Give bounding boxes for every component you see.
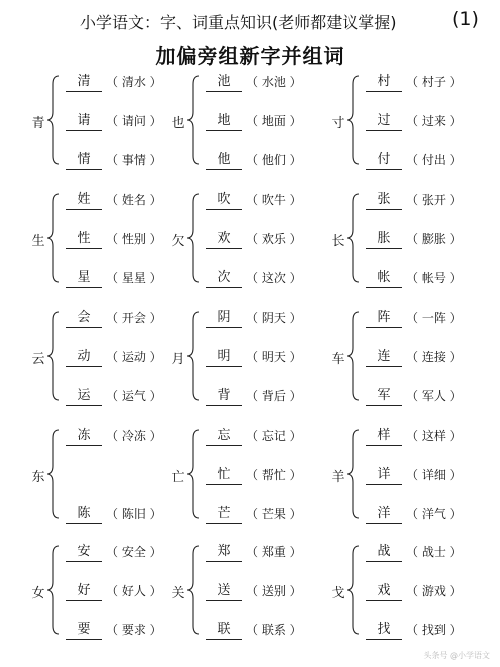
example-word: （ 吹牛 ） xyxy=(246,193,302,207)
example-word: （ 姓名 ） xyxy=(106,193,162,207)
example-word: （ 陈旧 ） xyxy=(106,507,162,521)
example-word: （ 水池 ） xyxy=(246,75,302,89)
new-character: 地 xyxy=(206,113,242,131)
radical-group xyxy=(30,424,190,524)
new-character: 好 xyxy=(66,583,102,601)
new-character: 洋 xyxy=(366,506,402,524)
curly-brace-icon xyxy=(344,70,362,170)
example-word: （ 张开 ） xyxy=(406,193,462,207)
new-character: 军 xyxy=(366,388,402,406)
new-character: 联 xyxy=(206,622,242,640)
example-word: （ 郑重 ） xyxy=(246,545,302,559)
new-character: 姓 xyxy=(66,192,102,210)
example-word: （ 军人 ） xyxy=(406,389,462,403)
page-number: (1) xyxy=(452,8,479,30)
radical-group xyxy=(30,188,190,288)
example-word: （ 联系 ） xyxy=(246,623,302,637)
example-word: （ 帮忙 ） xyxy=(246,468,302,482)
new-character: 情 xyxy=(66,152,102,170)
new-character: 帐 xyxy=(366,270,402,288)
new-character: 背 xyxy=(206,388,242,406)
example-word: （ 连接 ） xyxy=(406,350,462,364)
new-character: 胀 xyxy=(366,231,402,249)
root-character: 关 xyxy=(171,586,185,601)
curly-brace-icon xyxy=(184,306,202,406)
root-character: 月 xyxy=(171,352,185,367)
new-character: 欢 xyxy=(206,231,242,249)
example-word: （ 地面 ） xyxy=(246,114,302,128)
radical-group xyxy=(330,306,490,406)
curly-brace-icon xyxy=(344,306,362,406)
example-word: （ 清水 ） xyxy=(106,75,162,89)
curly-brace-icon xyxy=(44,424,62,524)
example-word: （ 详细 ） xyxy=(406,468,462,482)
new-character: 忘 xyxy=(206,428,242,446)
example-word: （ 村子 ） xyxy=(406,75,462,89)
example-word: （ 背后 ） xyxy=(246,389,302,403)
example-word: （ 送别 ） xyxy=(246,584,302,598)
new-character: 次 xyxy=(206,270,242,288)
radical-group xyxy=(330,424,490,524)
example-word: （ 性别 ） xyxy=(106,232,162,246)
root-character: 戈 xyxy=(331,586,345,601)
new-character: 张 xyxy=(366,192,402,210)
example-word: （ 洋气 ） xyxy=(406,507,462,521)
new-character: 性 xyxy=(66,231,102,249)
example-word: （ 冷冻 ） xyxy=(106,429,162,443)
example-word: （ 请问 ） xyxy=(106,114,162,128)
example-word: （ 过来 ） xyxy=(406,114,462,128)
new-character: 冻 xyxy=(66,428,102,446)
curly-brace-icon xyxy=(44,540,62,640)
example-word: （ 这次 ） xyxy=(246,271,302,285)
radical-group xyxy=(30,70,190,170)
example-word: （ 要求 ） xyxy=(106,623,162,637)
page-header xyxy=(0,10,500,36)
example-word: （ 芒果 ） xyxy=(246,507,302,521)
example-word: （ 欢乐 ） xyxy=(246,232,302,246)
curly-brace-icon xyxy=(44,188,62,288)
example-word: （ 一阵 ） xyxy=(406,311,462,325)
example-word: （ 运动 ） xyxy=(106,350,162,364)
root-character: 寸 xyxy=(331,116,345,131)
new-character: 要 xyxy=(66,622,102,640)
radical-group xyxy=(170,188,330,288)
curly-brace-icon xyxy=(184,424,202,524)
example-word: （ 战士 ） xyxy=(406,545,462,559)
new-character: 忙 xyxy=(206,467,242,485)
new-character: 详 xyxy=(366,467,402,485)
curly-brace-icon xyxy=(344,424,362,524)
curly-brace-icon xyxy=(44,70,62,170)
new-character: 戏 xyxy=(366,583,402,601)
new-character: 郑 xyxy=(206,544,242,562)
new-character: 村 xyxy=(366,74,402,92)
example-word: （ 好人 ） xyxy=(106,584,162,598)
root-character: 云 xyxy=(31,352,45,367)
new-character: 安 xyxy=(66,544,102,562)
new-character: 过 xyxy=(366,113,402,131)
example-word: （ 游戏 ） xyxy=(406,584,462,598)
root-character: 羊 xyxy=(331,470,345,485)
new-character: 吹 xyxy=(206,192,242,210)
example-word: （ 星星 ） xyxy=(106,271,162,285)
new-character: 阵 xyxy=(366,310,402,328)
radical-group xyxy=(330,540,490,640)
example-word: （ 运气 ） xyxy=(106,389,162,403)
radical-group xyxy=(170,424,330,524)
new-character: 付 xyxy=(366,152,402,170)
example-word: （ 帐号 ） xyxy=(406,271,462,285)
curly-brace-icon xyxy=(344,188,362,288)
curly-brace-icon xyxy=(184,70,202,170)
new-character: 请 xyxy=(66,113,102,131)
radical-group xyxy=(170,540,330,640)
example-word: （ 明天 ） xyxy=(246,350,302,364)
radical-group xyxy=(330,188,490,288)
new-character: 阴 xyxy=(206,310,242,328)
radical-group xyxy=(30,540,190,640)
example-word: （ 膨胀 ） xyxy=(406,232,462,246)
radical-group xyxy=(30,306,190,406)
example-word: （ 安全 ） xyxy=(106,545,162,559)
root-character: 长 xyxy=(331,234,345,249)
new-character: 找 xyxy=(366,622,402,640)
new-character: 星 xyxy=(66,270,102,288)
new-character: 运 xyxy=(66,388,102,406)
curly-brace-icon xyxy=(184,188,202,288)
new-character: 池 xyxy=(206,74,242,92)
example-word: （ 找到 ） xyxy=(406,623,462,637)
new-character: 送 xyxy=(206,583,242,601)
new-character: 动 xyxy=(66,349,102,367)
new-character: 芒 xyxy=(206,506,242,524)
curly-brace-icon xyxy=(44,306,62,406)
example-word: （ 忘记 ） xyxy=(246,429,302,443)
example-word: （ 阴天 ） xyxy=(246,311,302,325)
radical-group xyxy=(170,306,330,406)
root-character: 青 xyxy=(31,116,45,131)
root-character: 车 xyxy=(331,352,345,367)
curly-brace-icon xyxy=(344,540,362,640)
example-word: （ 开会 ） xyxy=(106,311,162,325)
radical-group xyxy=(170,70,330,170)
example-word: （ 付出 ） xyxy=(406,153,462,167)
root-character: 也 xyxy=(171,116,185,131)
new-character: 他 xyxy=(206,152,242,170)
root-character: 女 xyxy=(31,586,45,601)
curly-brace-icon xyxy=(184,540,202,640)
root-character: 东 xyxy=(31,470,45,485)
example-word: （ 事情 ） xyxy=(106,153,162,167)
root-character: 欠 xyxy=(171,234,185,249)
new-character: 清 xyxy=(66,74,102,92)
new-character: 会 xyxy=(66,310,102,328)
page-subtitle: 加偏旁组新字并组词 xyxy=(155,44,345,68)
example-word: （ 这样 ） xyxy=(406,429,462,443)
root-character: 生 xyxy=(31,234,45,249)
watermark: 头条号 @小学语文 xyxy=(423,651,490,660)
new-character: 陈 xyxy=(66,506,102,524)
example-word: （ 他们 ） xyxy=(246,153,302,167)
page-title: 小学语文：字、词重点知识(老师都建议掌握) xyxy=(80,13,397,32)
new-character: 连 xyxy=(366,349,402,367)
new-character: 样 xyxy=(366,428,402,446)
new-character: 战 xyxy=(366,544,402,562)
new-character: 明 xyxy=(206,349,242,367)
radical-group xyxy=(330,70,490,170)
root-character: 亡 xyxy=(171,470,185,485)
